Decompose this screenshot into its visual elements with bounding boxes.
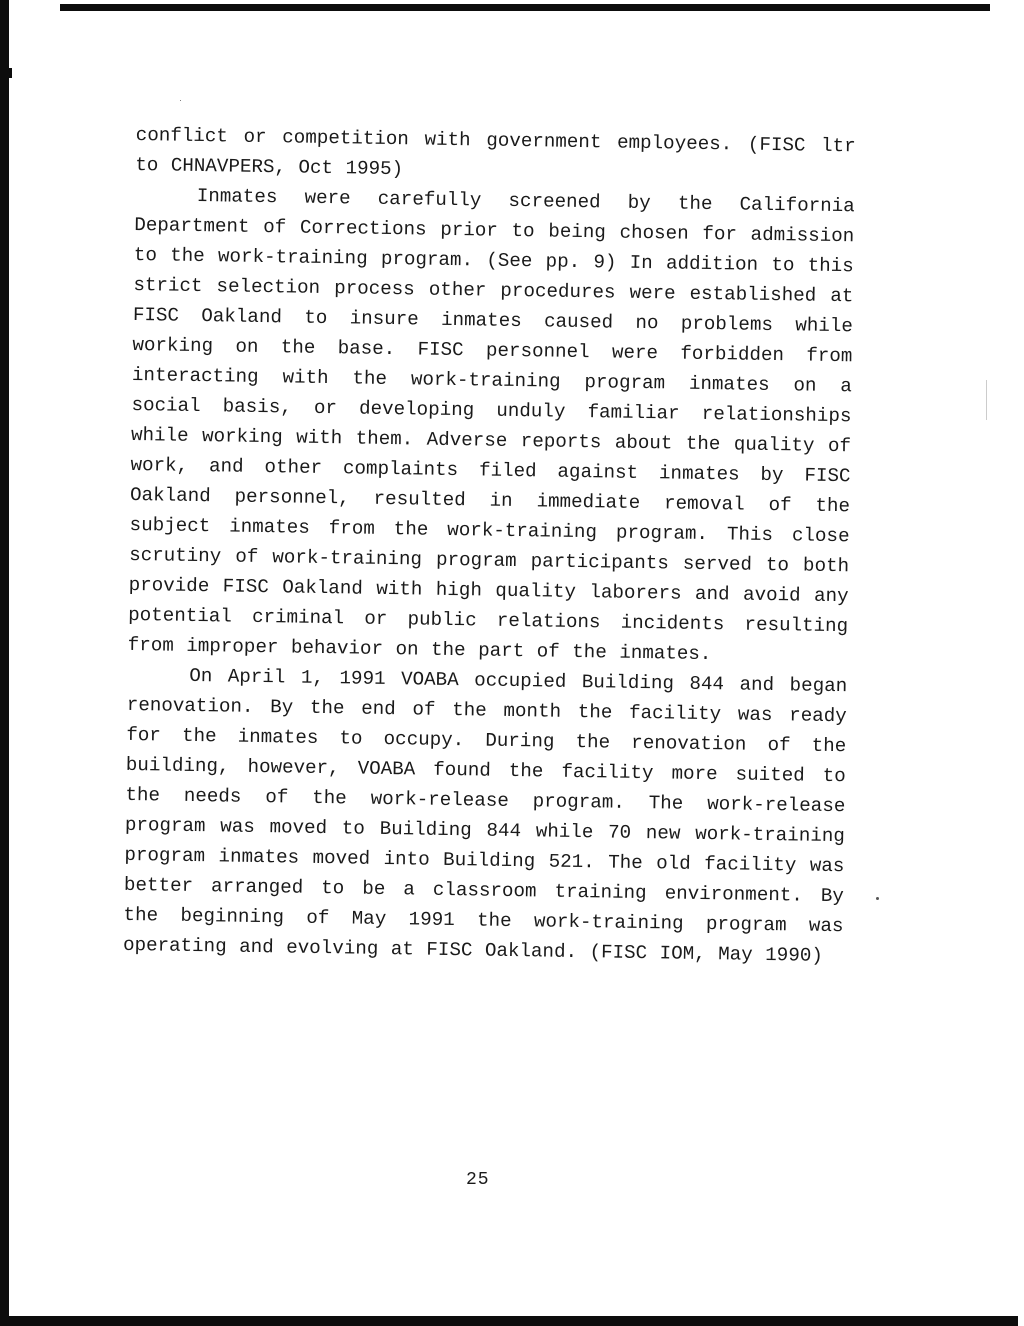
scan-border-bottom — [0, 1316, 1024, 1326]
paragraph: Inmates were carefully screened by the California Department of Corrections prior to being chosen for admission to the work-training program. (See pp. 9) In addition to this strict selection process other procedures were established at FISC Oakland to insure inmates caused no problems while working on the base. FISC personnel were forbidden from interacting with the work-training program inmates on a social basis, or developing unduly familiar relationships while working with them. Adverse reports about the quality of work, and other complaints filed against inmates by FISC Oakland personnel, resulted in immediate removal of the subject inmates from the work-training program. This close scrutiny of work-training program participants served to both provide FISC Oakland with high quality laborers and avoid any potential criminal or public relations incidents resulting from improper behavior on the part of the inmates. — [127, 184, 855, 666]
page-number: 25 — [466, 1170, 490, 1190]
scan-artifact — [9, 68, 12, 78]
scan-border-left — [0, 0, 9, 1326]
paragraph: conflict or competition with government employees. (FISC ltr to CHNAVPERS, Oct 1995) — [135, 123, 856, 181]
scan-speck — [986, 380, 987, 420]
paragraph: On April 1, 1991 VOABA occupied Building 844 and began renovation. By the end of the month the facility was ready for the inmates to occupy. During the renovation of the building, however, VOABA found the facility more suited to the needs of the work-release program. The work-release program was moved to Building 844 while 70 new work-training program inmates moved into Building 521. The old facility was better arranged to be a classroom training environment. By the beginning of May 1991 the work-training program was operating and evolving at FISC Oakland. (FISC IOM, May 1990) — [122, 664, 848, 967]
scan-speck — [876, 897, 879, 900]
scan-border-right — [1018, 0, 1024, 1326]
document-body — [123, 120, 856, 971]
scan-speck — [180, 100, 181, 101]
scan-border-top — [60, 4, 990, 11]
